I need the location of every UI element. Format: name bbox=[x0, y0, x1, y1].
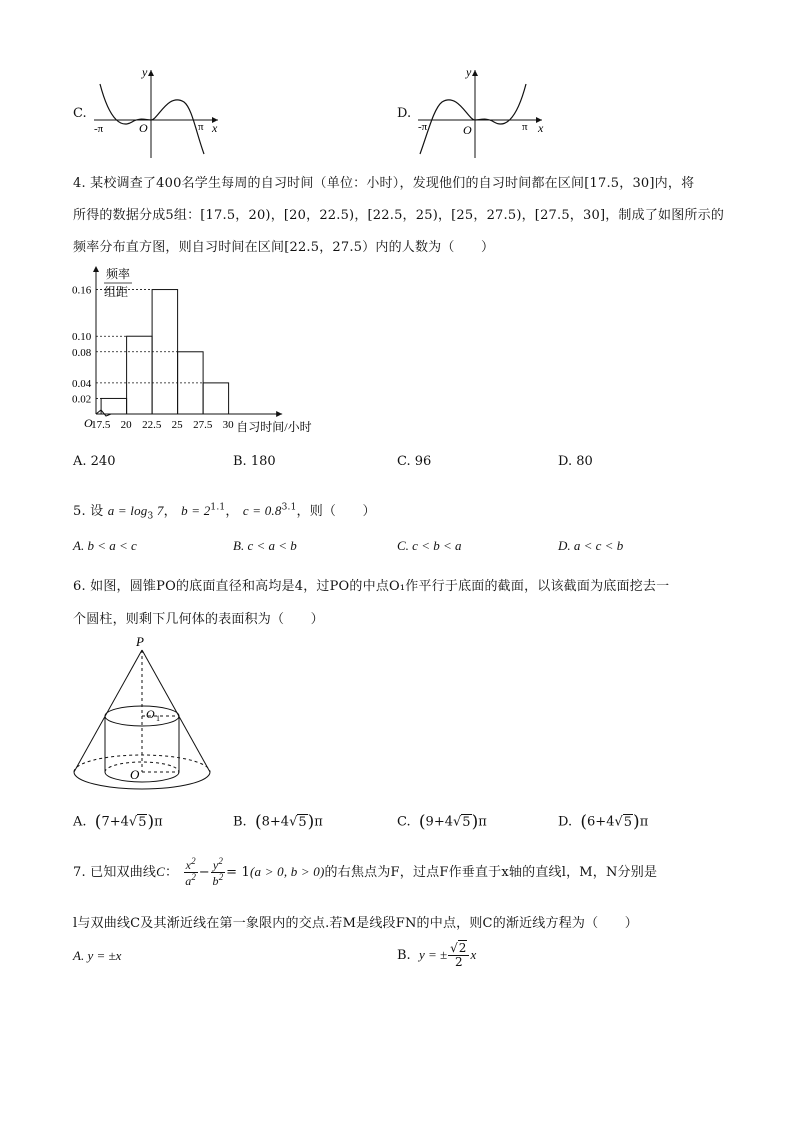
histogram-bar bbox=[101, 398, 127, 414]
cone-mid-sub: 1 bbox=[156, 714, 160, 723]
graph-d-pi: π bbox=[522, 121, 528, 133]
q6-option-a: A. (7+4√5)π bbox=[73, 812, 163, 832]
cone-mid-label: O bbox=[146, 707, 155, 721]
x-tick-label: 27.5 bbox=[193, 419, 213, 431]
q7-frac-y: $\frac{y^2}{b^2}$ bbox=[212, 856, 224, 888]
x-axis-label: 自习时间/小时 bbox=[236, 420, 312, 434]
y-axis-label-top: 频率 bbox=[106, 267, 131, 281]
q6-option-d: D. (6+4√5)π bbox=[558, 812, 649, 832]
graph-d-origin: O bbox=[463, 123, 472, 137]
q5-option-c: C. c < b < a bbox=[397, 538, 462, 553]
q5-c-exp: 3.1 bbox=[281, 502, 297, 513]
y-axis-arrow bbox=[93, 266, 99, 272]
graph-c-origin: O bbox=[139, 121, 148, 135]
q4-line3: 频率分布直方图，则自习时间在区间[22.5，27.5）内的人数为（ ） bbox=[73, 240, 495, 255]
q4-line1: 4. 某校调查了400名学生每周的自习时间（单位：小时），发现他们的自习时间都在区间[17.5，30]内，将 bbox=[73, 176, 695, 191]
q6-line1: 6. 如图，圆锥PO的底面直径和高均是4，过PO的中点O₁作平行于底面的截面，以该截面为底面挖去一 bbox=[73, 579, 670, 594]
y-axis-label-bottom: 组距 bbox=[104, 285, 129, 299]
q7-frac-x: $\frac{x^2}{a^2}$ bbox=[185, 856, 197, 888]
q4-option-b: B. 180 bbox=[233, 454, 276, 469]
q4-option-c: C. 96 bbox=[397, 454, 432, 469]
q7-line2: l与双曲线C及其渐近线在第一象限内的交点.若M是线段FN的中点，则C的渐近线方程为（ ） bbox=[73, 916, 638, 931]
x-tick-label: 22.5 bbox=[142, 419, 162, 431]
cone-apex-label: P bbox=[136, 634, 144, 649]
q7-option-a: A. y = ±x bbox=[73, 948, 122, 963]
q5-prefix: 5. 设 bbox=[73, 504, 104, 519]
q5-c: c = 0.8 bbox=[242, 503, 282, 518]
q7-option-b: B. y = ± $\frac{√2}{2}$ x bbox=[397, 941, 477, 969]
histogram-bar bbox=[127, 336, 153, 414]
x-tick-label: 30 bbox=[222, 419, 234, 431]
q5-option-b: B. c < a < b bbox=[233, 538, 297, 553]
q6-option-b: B. (8+4√5)π bbox=[233, 812, 323, 832]
y-tick-label: 0.04 bbox=[72, 377, 92, 390]
q5-a-base: 3 bbox=[147, 511, 154, 522]
graph-c-y: y bbox=[142, 65, 148, 79]
graph-c-x: x bbox=[212, 121, 218, 135]
cone-base-label: O bbox=[130, 767, 140, 782]
graph-c-label: C. bbox=[73, 106, 87, 121]
cone-figure bbox=[68, 632, 218, 794]
origin-label: O bbox=[84, 416, 93, 430]
graph-c-pi: π bbox=[198, 121, 204, 133]
q5-a: a = log bbox=[107, 503, 148, 518]
x-tick-label: 17.5 bbox=[91, 419, 111, 431]
q5-b: b = 2 bbox=[181, 503, 211, 518]
y-tick-label: 0.16 bbox=[72, 284, 92, 297]
q4-option-d: D. 80 bbox=[558, 454, 593, 469]
axis-break bbox=[96, 410, 111, 416]
q4-option-a: A. 240 bbox=[73, 454, 116, 469]
q6-line2: 个圆柱，则剩下几何体的表面积为（ ） bbox=[73, 612, 324, 627]
q4-line2: 所得的数据分成5组：[17.5，20)，[20，22.5)，[22.5，25)，[25，27.5)，[27.5，30]，制成了如图所示的 bbox=[73, 208, 725, 223]
q5-suffix: ，则（ ） bbox=[296, 504, 376, 519]
graph-d bbox=[412, 62, 552, 162]
q5-option-d: D. a < c < b bbox=[558, 538, 624, 553]
q5-line: 5. 设 $a = \log_3 7$， $b = 2^{1.1}$， $c = 0.8^{3.1}$，则（ ） bbox=[73, 502, 376, 522]
graph-c bbox=[88, 62, 228, 162]
q5-option-a: A. b < a < c bbox=[73, 538, 137, 553]
q5-a-arg: 7 bbox=[153, 503, 164, 518]
graph-d-neg-pi: -π bbox=[418, 121, 428, 133]
x-tick-label: 25 bbox=[171, 419, 183, 431]
histogram-chart bbox=[68, 262, 368, 442]
graph-c-neg-pi: -π bbox=[94, 123, 104, 135]
x-tick-label: 20 bbox=[120, 419, 132, 431]
q6-option-c: C. (9+4√5)π bbox=[397, 812, 487, 832]
graph-d-x: x bbox=[538, 121, 544, 135]
graph-d-label: D. bbox=[397, 106, 412, 121]
q7-line1: 7. 已知双曲线C： $\frac{x^2}{a^2}$ − $\frac{y^2}{b^2}$ = 1(a > 0, b > 0)的右焦点为F，过点F作垂直于x轴的直线l，M，N分别是 bbox=[73, 856, 658, 888]
y-tick-label: 0.02 bbox=[72, 393, 92, 406]
y-tick-label: 0.10 bbox=[72, 331, 92, 344]
q5-b-exp: 1.1 bbox=[210, 502, 226, 513]
y-tick-label: 0.08 bbox=[72, 346, 92, 359]
histogram-bar bbox=[203, 383, 229, 414]
graph-d-y: y bbox=[466, 65, 472, 79]
x-axis-arrow bbox=[276, 411, 282, 417]
